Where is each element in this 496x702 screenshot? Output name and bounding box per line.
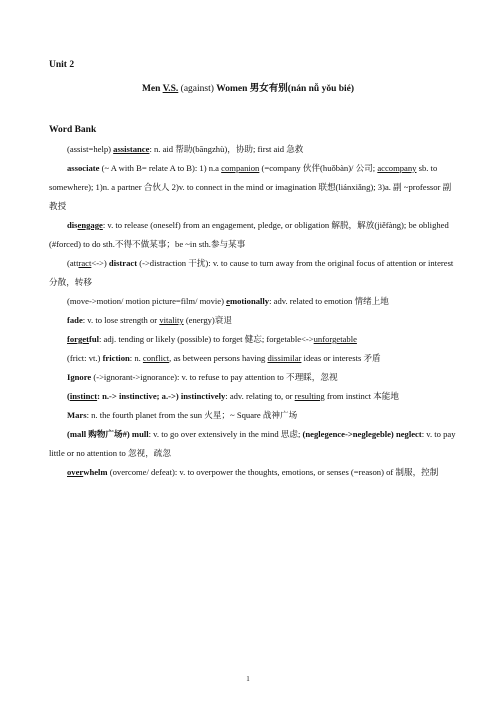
- word-entry-instinctively: (instinct: n.-> instinctive; a.->) instinctively: adv. relating to, or resulting from instinct 本能地: [67, 391, 399, 401]
- word-entry-friction: (frict: vt.) friction: n. conflict, as between persons having dissimilar ideas or interests 矛盾: [67, 353, 381, 363]
- word-entry-distract: (attract<->) distract (->distraction 干扰): v. to cause to turn away from the original focus of attention or interest 分散，转移: [49, 258, 454, 287]
- word-list: [49, 140, 459, 482]
- word-entry-emotionally: (move->motion/ motion picture=film/ movie) emotionally: adv. related to emotion 情绪上地: [67, 296, 389, 306]
- lesson-title: Men V.S. (against) Women 男女有别(nán nǚ yǒu bié): [141, 84, 355, 94]
- word-entry-mull-neglect: (mall 购物广场#) mull: v. to go over extensively in the mind 思虑; (neglegence->neglegeble) neglect: v. to pay little or no attention to 忽视，疏忽: [49, 429, 456, 458]
- page-number: 1: [246, 675, 250, 683]
- section-heading: Word Bank: [49, 125, 97, 135]
- word-entry-ignore: Ignore (->ignorant->ignorance): v. to refuse to pay attention to 不理睬，忽视: [67, 372, 338, 382]
- word-entry-disengage: disengage: v. to release (oneself) from an engagement, pledge, or obligation 解脱，解放(jiěfàng); be oblighed (#forced) to do sth.不得不做某事；be ~in sth.参与某事: [49, 220, 449, 249]
- word-entry-assistance: (assist=help) assistance: n. aid 帮助(bāngzhù)，协助; first aid 急救: [67, 144, 304, 154]
- word-entry-forgetful: forgetful: adj. tending or likely (possible) to forget 健忘; forgetable<->unforgetable: [67, 334, 357, 344]
- unit-heading: Unit 2: [49, 60, 75, 70]
- word-entry-mars: Mars: n. the fourth planet from the sun 火星；~ Square 战神广场: [67, 410, 298, 420]
- word-entry-overwhelm: overwhelm (overcome/ defeat): v. to overpower the thoughts, emotions, or senses (=reason) of 制服，控制: [67, 467, 439, 477]
- word-entry-fade: fade: v. to lose strength or vitality (energy)衰退: [67, 315, 232, 325]
- word-entry-associate: associate (~ A with B= relate A to B): 1) n.a companion (=company 伙伴(huǒbàn)/ 公司; accompany sb. to somewhere); 1)n. a partner 合伙人 2)v. to connect in the mind or imagination 联想(liánxiǎng); 3)a. 副 ~professor 副教授: [49, 163, 452, 211]
